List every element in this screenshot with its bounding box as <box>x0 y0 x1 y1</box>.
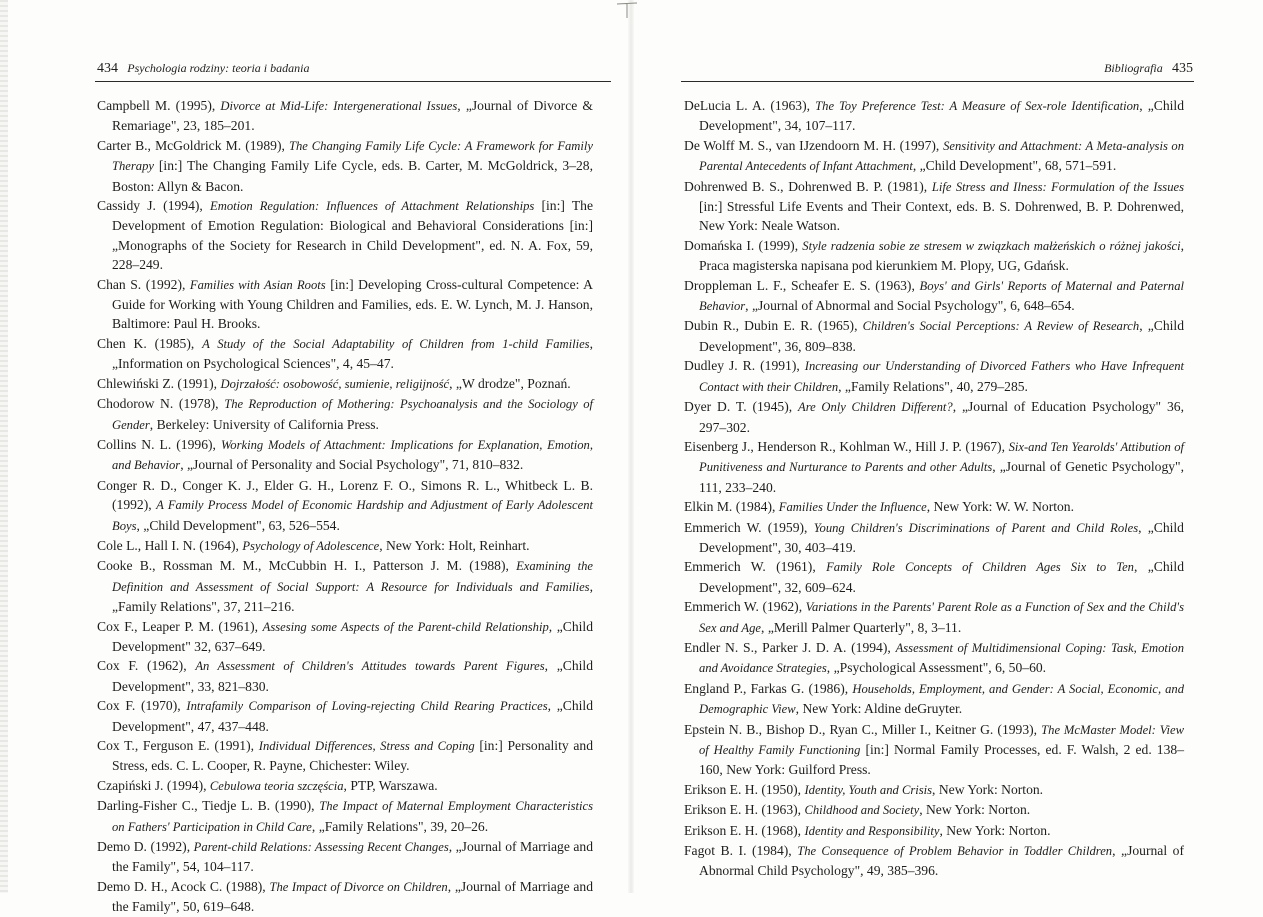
entry-title: The Changing Family Life Cycle: A Framework for Family Therapy <box>112 138 593 174</box>
entry-title: Family Role Concepts of Children Ages Six to Ten <box>826 560 1134 575</box>
entry-title: Examining the Definition and Assessment of Social Support: A Resource for Individuals and Families <box>112 559 593 594</box>
entry-source: , „Child Development", 68, 571–591. <box>912 158 1117 174</box>
entry-authors: Emmerich W. (1961), <box>684 559 827 575</box>
entry-source: , PTP, Warszawa. <box>343 777 438 793</box>
entry-source: , „Journal of Personality and Social Psychology", 71, 810–832. <box>180 457 524 473</box>
entry-title: An Assessment of Children's Attitudes towards Parent Figures <box>195 659 545 674</box>
bibliography-entry <box>684 437 1184 497</box>
running-title: Psychologia rodziny: teoria i badania <box>127 61 310 75</box>
entry-title: Parent-child Relations: Assessing Recent Changes <box>193 840 449 855</box>
entry-title: Intrafamily Comparison of Loving-rejecting Child Rearing Practices <box>186 699 548 714</box>
entry-authors: England P., Farkas G. (1986), <box>684 680 853 696</box>
entry-title: Cebulowa teoria szczęścia <box>209 778 344 793</box>
entry-authors: DeLucia L. A. (1963), <box>684 98 816 113</box>
entry-source: , „Journal of Abnormal Child Psychology", 49, 385–396. <box>699 843 1184 879</box>
bibliography-entry <box>97 275 593 334</box>
entry-title: Households, Employment, and Gender: A Social, Economic, and Demographic View <box>699 681 1184 717</box>
bibliography-entry <box>684 356 1184 397</box>
entry-title: The Impact of Divorce on Children <box>269 879 448 894</box>
entry-authors: Epstein N. B., Bishop D., Ryan C., Miller I., Keitner G. (1993), <box>684 721 1042 737</box>
entry-source: , „Merill Palmer Quarterly", 8, 3–11. <box>761 619 962 635</box>
entry-authors: Fagot B. I. (1984), <box>684 843 798 859</box>
bibliography-entry <box>97 96 593 136</box>
entry-authors: Carter B., McGoldrick M. (1989), <box>97 137 289 153</box>
entry-authors: Erikson E. H. (1950), <box>684 781 805 797</box>
entry-authors: Dudley J. R. (1991), <box>684 358 805 374</box>
entry-source: , „Child Development", 30, 403–419. <box>699 519 1184 555</box>
entry-source: [in:] The Changing Family Life Cycle, eds. B. Carter, M. McGoldrick, 3–28, Boston: Allyn & Bacon. <box>112 158 593 194</box>
entry-source: , „Journal of Marriage and the Family", 54, 104–117. <box>112 839 593 875</box>
left-page <box>0 0 630 915</box>
bibliography-entry <box>97 374 593 394</box>
entry-title: Sensitivity and Attachment: A Meta-analysis on Parental Antecedents of Infant Attachment <box>699 138 1184 174</box>
entry-title: The Toy Preference Test: A Measure of Sex-role Identification <box>815 99 1140 113</box>
bibliography-entry <box>684 638 1184 679</box>
bibliography-entry <box>97 394 593 435</box>
entry-title: Increasing our Understanding of Divorced Fathers who Have Infrequent Contact with their Children <box>699 359 1184 394</box>
entry-authors: Demo D. (1992), <box>97 839 194 855</box>
entry-authors: Chen K. (1985), <box>97 335 203 351</box>
entry-authors: Collins N. L. (1996), <box>97 436 221 452</box>
bibliography-entry <box>684 236 1184 276</box>
entry-source: [in:] Developing Cross-cultural Competence: A Guide for Working with Young Children and Families, eds. E. W. Lynch, M. J. Hanson, Baltimore: Paul H. Brooks. <box>112 276 593 332</box>
entry-source: , New York: Holt, Reinhart. <box>379 537 530 553</box>
entry-source: , „Journal of Abnormal and Social Psychology", 6, 648–654. <box>745 298 1075 314</box>
running-title: Bibliografia <box>1104 61 1163 75</box>
bibliography-entry <box>684 821 1184 841</box>
entry-authors: Domańska I. (1999), <box>684 237 803 253</box>
bibliography-entry <box>684 96 1184 136</box>
entry-authors: Emmerich W. (1962), <box>684 599 806 615</box>
entry-authors: Campbell M. (1995), <box>97 98 221 113</box>
entry-source: , „Child Development" 32, 637–649. <box>112 618 593 654</box>
entry-title: Divorce at Mid-Life: Intergenerational Issues <box>220 99 458 113</box>
entry-title: Families with Asian Roots <box>189 277 326 292</box>
entry-authors: Dyer D. T. (1945), <box>684 399 798 415</box>
entry-source: , New York: Norton. <box>919 802 1031 818</box>
bibliography-entry <box>684 597 1184 638</box>
entry-authors: Dohrenwed B. S., Dohrenwed B. P. (1981), <box>684 178 932 194</box>
entry-title: The Consequence of Problem Behavior in Toddler Children <box>797 844 1113 859</box>
entry-title: Variations in the Parents' Parent Role as a Function of Sex and the Child's Sex and Age <box>699 600 1184 635</box>
entry-source: , New York: W. W. Norton. <box>926 499 1075 515</box>
right-page-header <box>681 59 1193 79</box>
bibliography-entry <box>97 196 593 275</box>
entry-source: , „Family Relations", 39, 20–26. <box>311 818 489 834</box>
right-page <box>632 0 1263 893</box>
left-page-header <box>97 59 609 79</box>
entry-source: , „Child Development", 34, 107–117. <box>699 98 1185 134</box>
bibliography-entry <box>684 136 1184 177</box>
entry-authors: Cooke B., Rossman M. M., McCubbin H. I., Patterson J. M. (1988), <box>97 558 517 574</box>
entry-source: , „Child Development", 36, 809–838. <box>699 318 1184 354</box>
entry-source: , „Child Development", 63, 526–554. <box>136 517 340 533</box>
entry-authors: Eisenberg J., Henderson R., Kohlman W., Hill J. P. (1967), <box>684 438 1009 454</box>
entry-authors: Cox T., Ferguson E. (1991), <box>97 738 259 753</box>
header-rule <box>681 81 1194 82</box>
entry-source: [in:] Personality and Stress, eds. C. L. Cooper, R. Payne, Chichester: Wiley. <box>112 738 593 774</box>
bibliography-entry <box>684 397 1184 437</box>
entry-source: , New York: Norton. <box>932 781 1044 797</box>
entry-source: , „Child Development", 32, 609–624. <box>699 559 1184 595</box>
entry-source: , „Family Relations", 37, 211–216. <box>112 578 593 615</box>
entry-title: Individual Differences, Stress and Coping <box>258 739 475 753</box>
entry-title: Boys' and Girls' Reports of Maternal and Paternal Behavior <box>699 278 1184 314</box>
entry-source: , „Journal of Genetic Psychology", 111, 233–240. <box>699 459 1184 495</box>
entry-authors: Cox F., Leaper P. M. (1961), <box>97 618 263 634</box>
page-number: 435 <box>1172 61 1193 76</box>
entry-authors: Darling-Fisher C., Tiedje L. B. (1990), <box>97 798 320 814</box>
entry-source: , „Child Development", 33, 821–830. <box>112 658 593 694</box>
entry-source: [in:] Stressful Life Events and Their Context, eds. B. S. Dohrenwed, B. P. Dohrenwed, New York: Neale Watson. <box>699 199 1184 234</box>
entry-authors: Droppleman L. F., Scheafer E. S. (1963), <box>684 277 920 293</box>
bibliography-entry <box>684 518 1184 558</box>
bibliography-entry <box>97 837 593 877</box>
entry-title: The Impact of Maternal Employment Characteristics on Fathers' Participation in Child Care <box>112 799 593 834</box>
bibliography-list-left <box>97 96 593 917</box>
entry-title: Life Stress and Ilness: Formulation of the Issues <box>931 179 1185 194</box>
entry-source: , „Information on Psychological Sciences", 4, 45–47. <box>112 335 593 372</box>
entry-source: , Praca magisterska napisana pod kierunkiem M. Plopy, UG, Gdańsk. <box>699 237 1184 274</box>
bibliography-entry <box>684 276 1184 317</box>
bibliography-entry <box>684 679 1184 720</box>
entry-title: Families Under the Influence <box>778 500 927 515</box>
entry-authors: Erikson E. H. (1963), <box>684 802 805 818</box>
entry-title: Psychology of Adolescence <box>242 538 380 553</box>
entry-authors: Cox F. (1962), <box>97 658 196 674</box>
bibliography-entry <box>684 720 1184 780</box>
entry-title: Dojrzałość: osobowość, sumienie, religijność <box>220 376 450 391</box>
entry-source: , „Psychological Assessment", 6, 50–60. <box>826 660 1047 676</box>
bibliography-entry <box>97 556 593 616</box>
entry-source: , New York: Norton. <box>939 822 1051 838</box>
bibliography-entry <box>684 780 1184 800</box>
entry-authors: Endler N. S., Parker J. D. A. (1994), <box>684 639 896 655</box>
entry-authors: Chlewiński Z. (1991), <box>97 375 221 391</box>
entry-title: Identity, Youth and Crisis <box>804 782 933 797</box>
entry-source: , „Family Relations", 40, 279–285. <box>838 378 1028 394</box>
entry-title: Six-and Ten Yearolds' Attibution of Punitiveness and Nurturance to Parents and other Adults <box>699 439 1184 475</box>
bibliography-entry <box>684 177 1184 236</box>
bibliography-entry <box>97 696 593 736</box>
entry-authors: Conger R. D., Conger K. J., Elder G. H., Lorenz F. O., Simons R. L., Whitbeck L. B. (1992), <box>97 477 593 513</box>
entry-title: A Study of the Social Adaptability of Children from 1-child Families <box>202 336 590 351</box>
bibliography-entry <box>97 877 593 917</box>
entry-authors: Demo D. H., Acock C. (1988), <box>97 878 270 894</box>
bibliography-entry <box>97 435 593 476</box>
entry-authors: Erikson E. H. (1968), <box>684 822 805 838</box>
page-number: 434 <box>97 61 118 76</box>
header-rule <box>95 81 611 82</box>
entry-title: Assessment of Multidimensional Coping: Task, Emotion and Avoidance Strategies <box>699 640 1185 676</box>
bibliography-entry <box>684 316 1184 356</box>
entry-source: , Berkeley: University of California Press. <box>149 416 379 432</box>
entry-title: Style radzenia sobie ze stresem w związkach małżeńskich o różnej jakości <box>802 238 1181 253</box>
entry-authors: De Wolff M. S., van IJzendoorn M. H. (1997), <box>684 137 944 153</box>
entry-authors: Chan S. (1992), <box>97 276 190 292</box>
bibliography-entry <box>684 841 1184 881</box>
entry-authors: Cole L., Hall I. N. (1964), <box>97 537 243 553</box>
entry-title: Childhood and Society <box>804 803 920 818</box>
bibliography-entry <box>97 656 593 696</box>
entry-source: , „W drodze", Poznań. <box>449 375 571 391</box>
entry-authors: Elkin M. (1984), <box>684 499 779 515</box>
entry-authors: Dubin R., Dubin E. R. (1965), <box>684 318 863 334</box>
bibliography-entry <box>97 536 593 556</box>
entry-authors: Czapiński J. (1994), <box>97 777 210 793</box>
entry-title: A Family Process Model of Economic Hardship and Adjustment of Early Adolescent Boys <box>112 498 593 533</box>
entry-authors: Cassidy J. (1994), <box>97 198 211 214</box>
bibliography-entry <box>684 497 1184 517</box>
entry-title: Identity and Responsibility <box>804 823 940 838</box>
entry-source: , „Journal of Marriage and the Family", 50, 619–648. <box>112 878 593 915</box>
bibliography-entry <box>97 776 593 796</box>
bibliography-entry <box>97 736 593 776</box>
entry-title: Emotion Regulation: Influences of Attachment Relationships <box>210 199 535 214</box>
bibliography-entry <box>97 617 593 657</box>
entry-source: [in:] The Development of Emotion Regulation: Biological and Behavioral Considerations [in:] „Monographs of the Society for Research in Child Development", ed. N. A. Fox, 59, 228–249. <box>112 198 593 273</box>
bibliography-entry <box>97 476 593 536</box>
entry-title: The Reproduction of Mothering: Psychoanalysis and the Sociology of Gender <box>112 397 594 432</box>
bibliography-list-right <box>684 96 1184 881</box>
bibliography-entry <box>684 557 1184 597</box>
entry-title: Assesing some Aspects of the Parent-child Relationship <box>262 619 549 634</box>
entry-authors: Emmerich W. (1959), <box>684 519 814 535</box>
bibliography-entry <box>684 800 1184 820</box>
entry-title: Are Only Children Different? <box>798 400 953 415</box>
entry-source: [in:] Normal Family Processes, ed. F. Walsh, 2 ed. 138–160, New York: Guilford Press. <box>699 742 1184 778</box>
entry-title: The McMaster Model: View of Healthy Family Functioning <box>699 722 1184 757</box>
entry-source: , „Child Development", 47, 437–448. <box>112 698 593 734</box>
bibliography-entry <box>97 334 593 374</box>
entry-title: Young Children's Discriminations of Parent and Child Roles <box>813 520 1139 535</box>
entry-source: , „Journal of Divorce & Remariage", 23, 185–201. <box>112 98 593 134</box>
bibliography-entry <box>97 796 593 837</box>
entry-title: Working Models of Attachment: Implications for Explanation, Emotion, and Behavior <box>112 437 593 473</box>
entry-title: Children's Social Perceptions: A Review of Research <box>862 319 1140 334</box>
entry-authors: Cox F. (1970), <box>97 698 187 714</box>
entry-authors: Chodorow N. (1978), <box>97 396 225 412</box>
bibliography-entry <box>97 136 593 196</box>
entry-source: , „Journal of Education Psychology" 36, 297–302. <box>699 399 1184 435</box>
entry-source: , New York: Aldine deGruyter. <box>795 701 963 717</box>
